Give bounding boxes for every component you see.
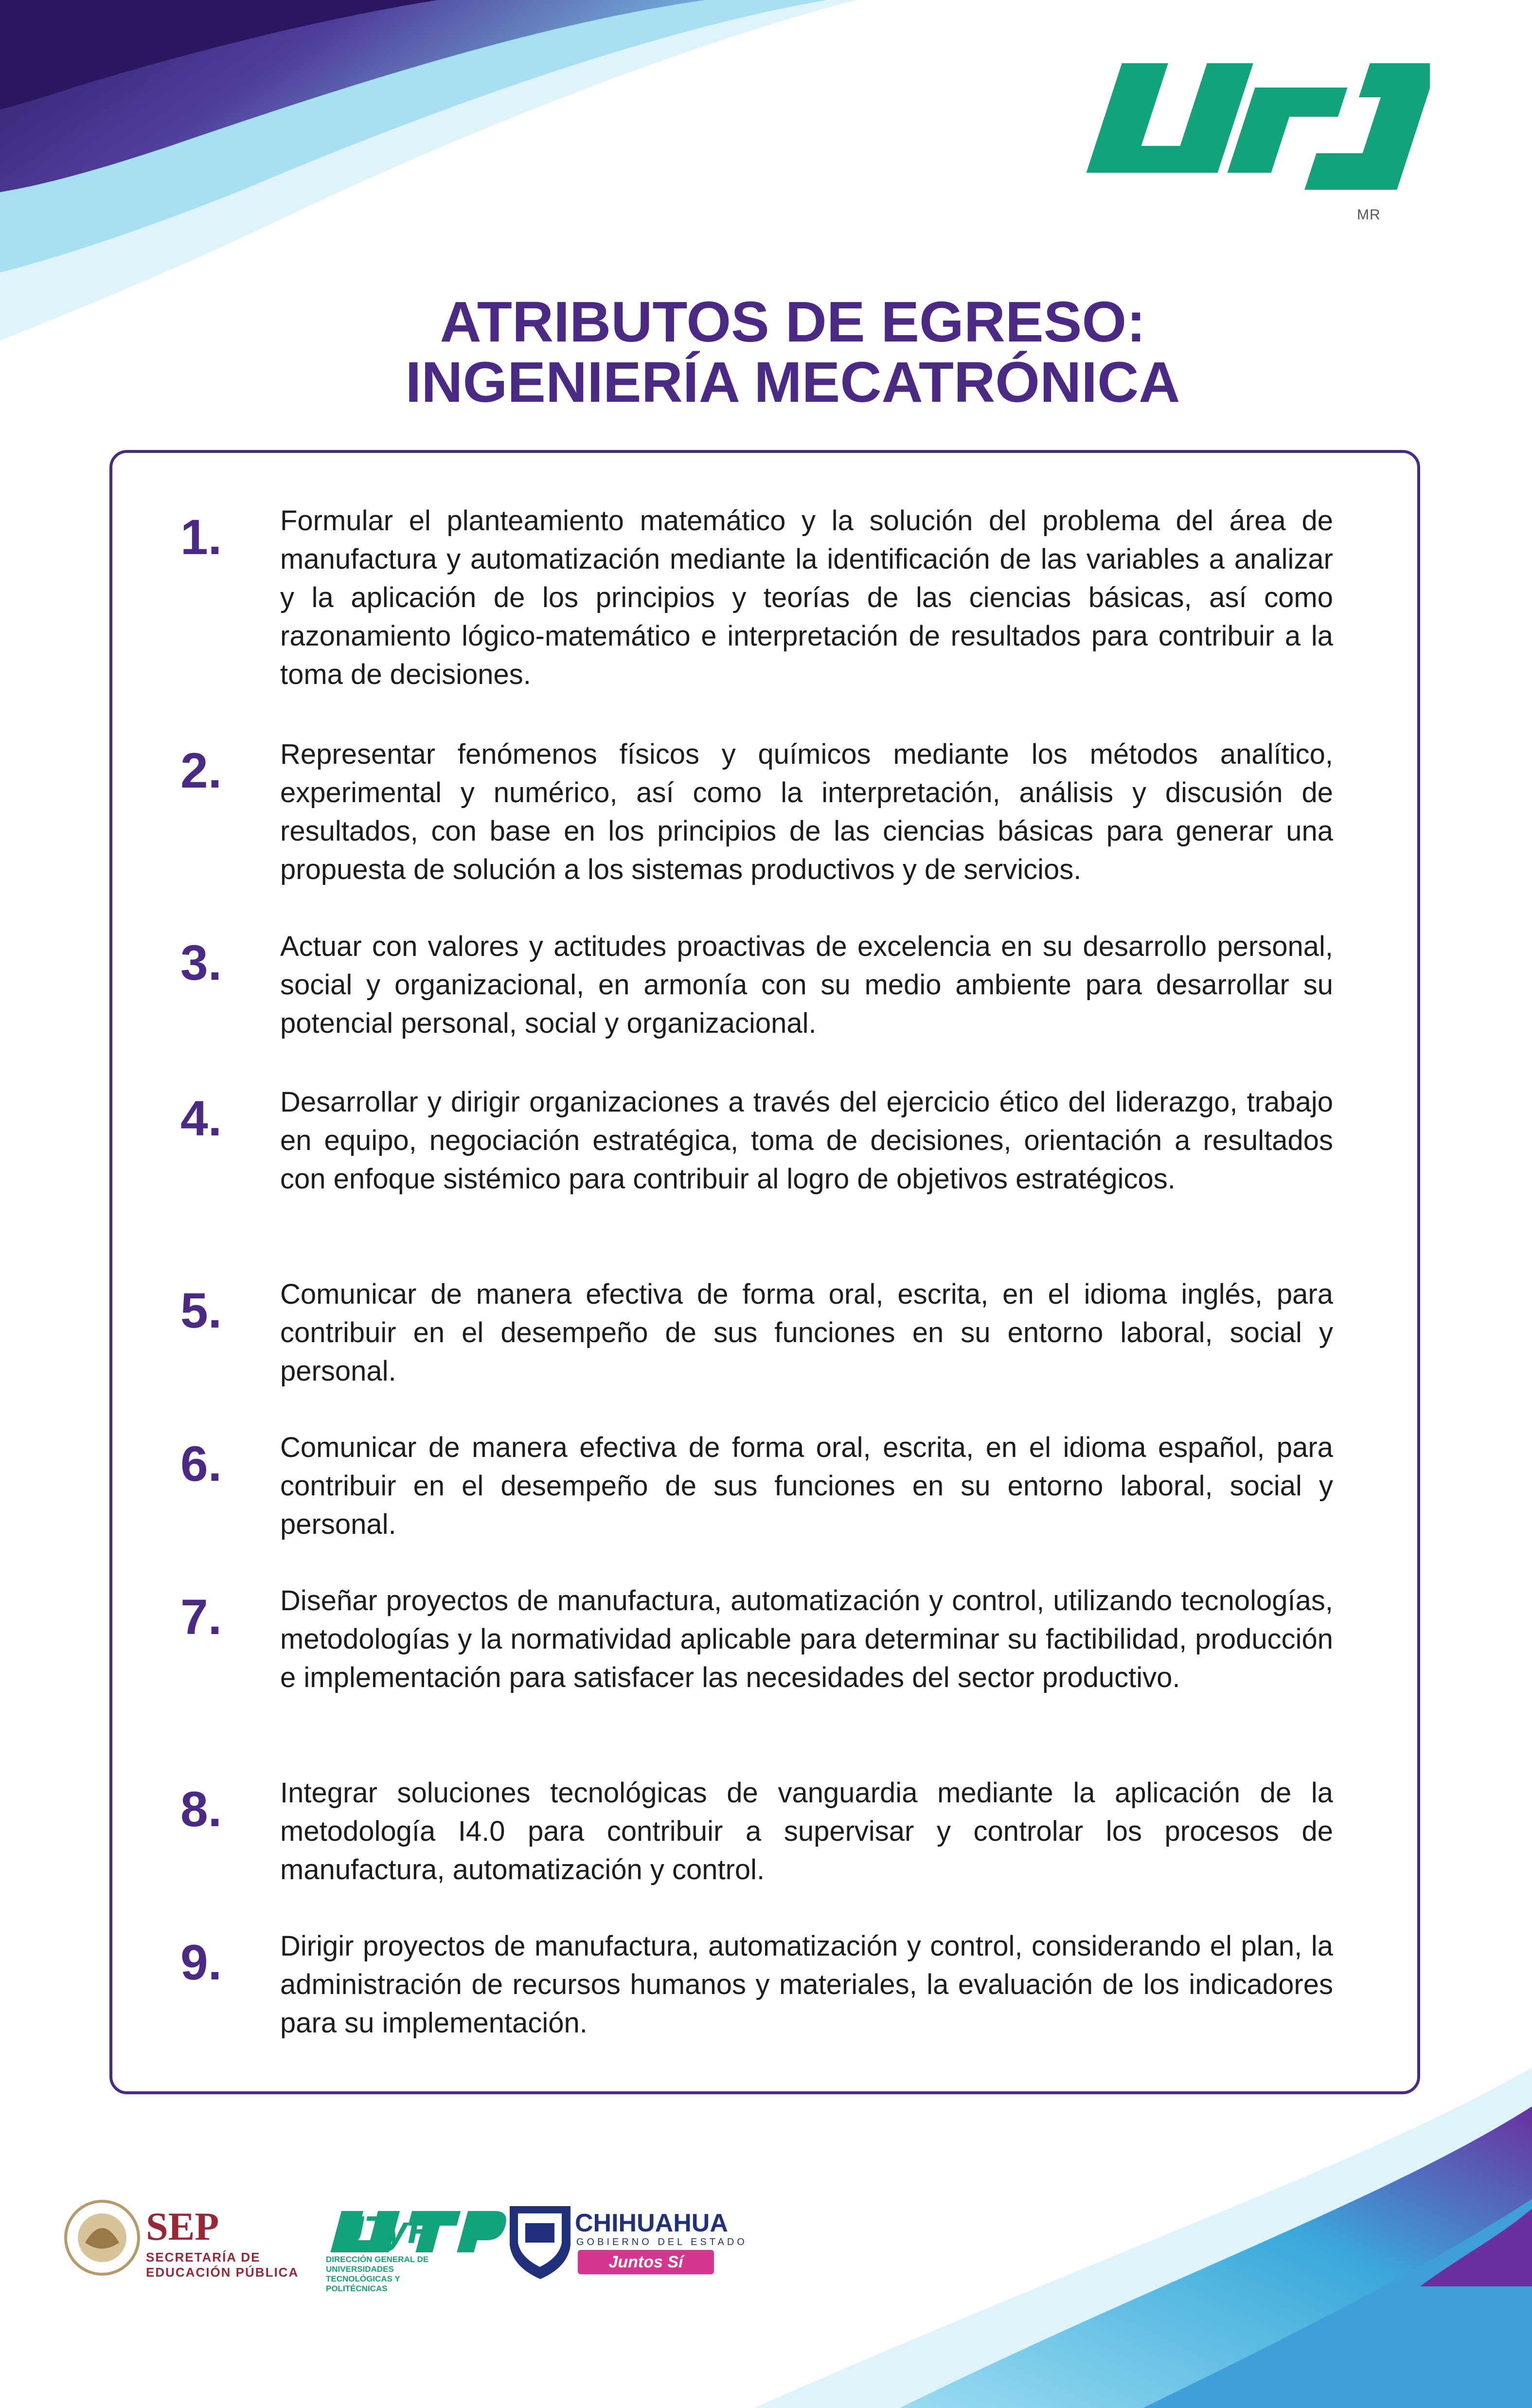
attribute-text: Formular el planteamiento matemático y la solución del problema del área de manufactura y automatización mediante la identificación de las variables a analizar y la aplicación de los principios y teorías de las ciencias básicas, así como razonamiento lógico-matemático e interpretación de resultados para contribuir a la toma de decisiones. [280,505,1333,690]
sep-name: SEP [146,2204,219,2248]
attribute-number: 2. [180,743,222,798]
attribute-number: 7. [180,1589,222,1645]
mexico-coat-of-arms-icon [66,2201,139,2274]
sep-subtitle [146,2250,299,2280]
chihuahua-subtitle: GOBIERNO DEL ESTADO [576,2237,748,2247]
attribute-text: Comunicar de manera efectiva de forma oral, escrita, en el idioma inglés, para contribuir en el desempeño de sus funciones en su entorno laboral, social y personal. [280,1278,1333,1387]
utp-line-2: TECNOLÓGICAS Y POLITÉCNICAS [326,2274,400,2293]
slogan-part-2: Sí podemos [609,2253,683,2296]
attribute-text: Integrar soluciones tecnológicas de vanguardia mediante la aplicación de la metodología I4.0 para contribuir a supervisar y controlar los procesos de manufactura, automatización y control. [280,1777,1333,1886]
attribute-text: Dirigir proyectos de manufactura, automatización y control, considerando el plan, la administración de recursos humanos y materiales, la evaluación de los indicadores para su implementación. [280,1930,1333,2039]
chihuahua-shield-icon [510,2206,570,2279]
chihuahua-name: CHIHUAHUA [575,2209,728,2237]
attribute-text: Representar fenómenos físicos y químicos mediante los métodos analítico, experimental y numérico, así como la interpretación, análisis y discusión de resultados, con base en los principios de las ciencias básicas para generar una propuesta de solución a los sistemas productivos y de servicios. [280,738,1333,885]
attribute-text: Actuar con valores y actitudes proactivas de excelencia en su desarrollo personal, social y organizacional, en armonía con su medio ambiente para desarrollar su potencial personal, social y organizacional. [280,931,1333,1039]
chihuahua-slogan [578,2250,714,2296]
attribute-text: Diseñar proyectos de manufactura, automatización y control, utilizando tecnologías, metodologías y la normatividad aplicable para determinar su factibilidad, producción e implementación para satisfacer las necesidades del sector productivo. [280,1585,1333,1693]
registered-mark: MR [1357,207,1381,223]
attribute-number: 8. [180,1781,222,1837]
utp-name: UTyP [336,2208,434,2251]
sep-line-1: SECRETARÍA DE [146,2250,261,2264]
attribute-number: 3. [180,935,222,990]
utp-line-1: DIRECCIÓN GENERAL DE UNIVERSIDADES [326,2255,429,2274]
attribute-number: 6. [180,1436,222,1492]
attribute-number: 1. [180,509,222,565]
sep-line-2: EDUCACIÓN PÚBLICA [146,2265,299,2280]
utp-subtitle [326,2255,462,2294]
title-line-1: ATRIBUTOS DE EGRESO: [440,290,1146,354]
title-line-2: INGENIERÍA MECATRÓNICA [405,350,1180,414]
attribute-text: Desarrollar y dirigir organizaciones a través del ejercicio ético del liderazgo, trabajo en equipo, negociación estratégica, toma de decisiones, orientación a resultados con enfoque sistémico para contribuir al logro de objetivos estratégicos. [280,1086,1333,1195]
attribute-number: 9. [180,1935,222,1990]
slogan-part-1: Juntos [608,2253,663,2271]
attribute-number: 4. [180,1091,222,1146]
attribute-text: Comunicar de manera efectiva de forma oral, escrita, en el idioma español, para contribuir en el desempeño de sus funciones en su entorno laboral, social y personal. [280,1432,1333,1540]
attribute-number: 5. [180,1283,222,1338]
